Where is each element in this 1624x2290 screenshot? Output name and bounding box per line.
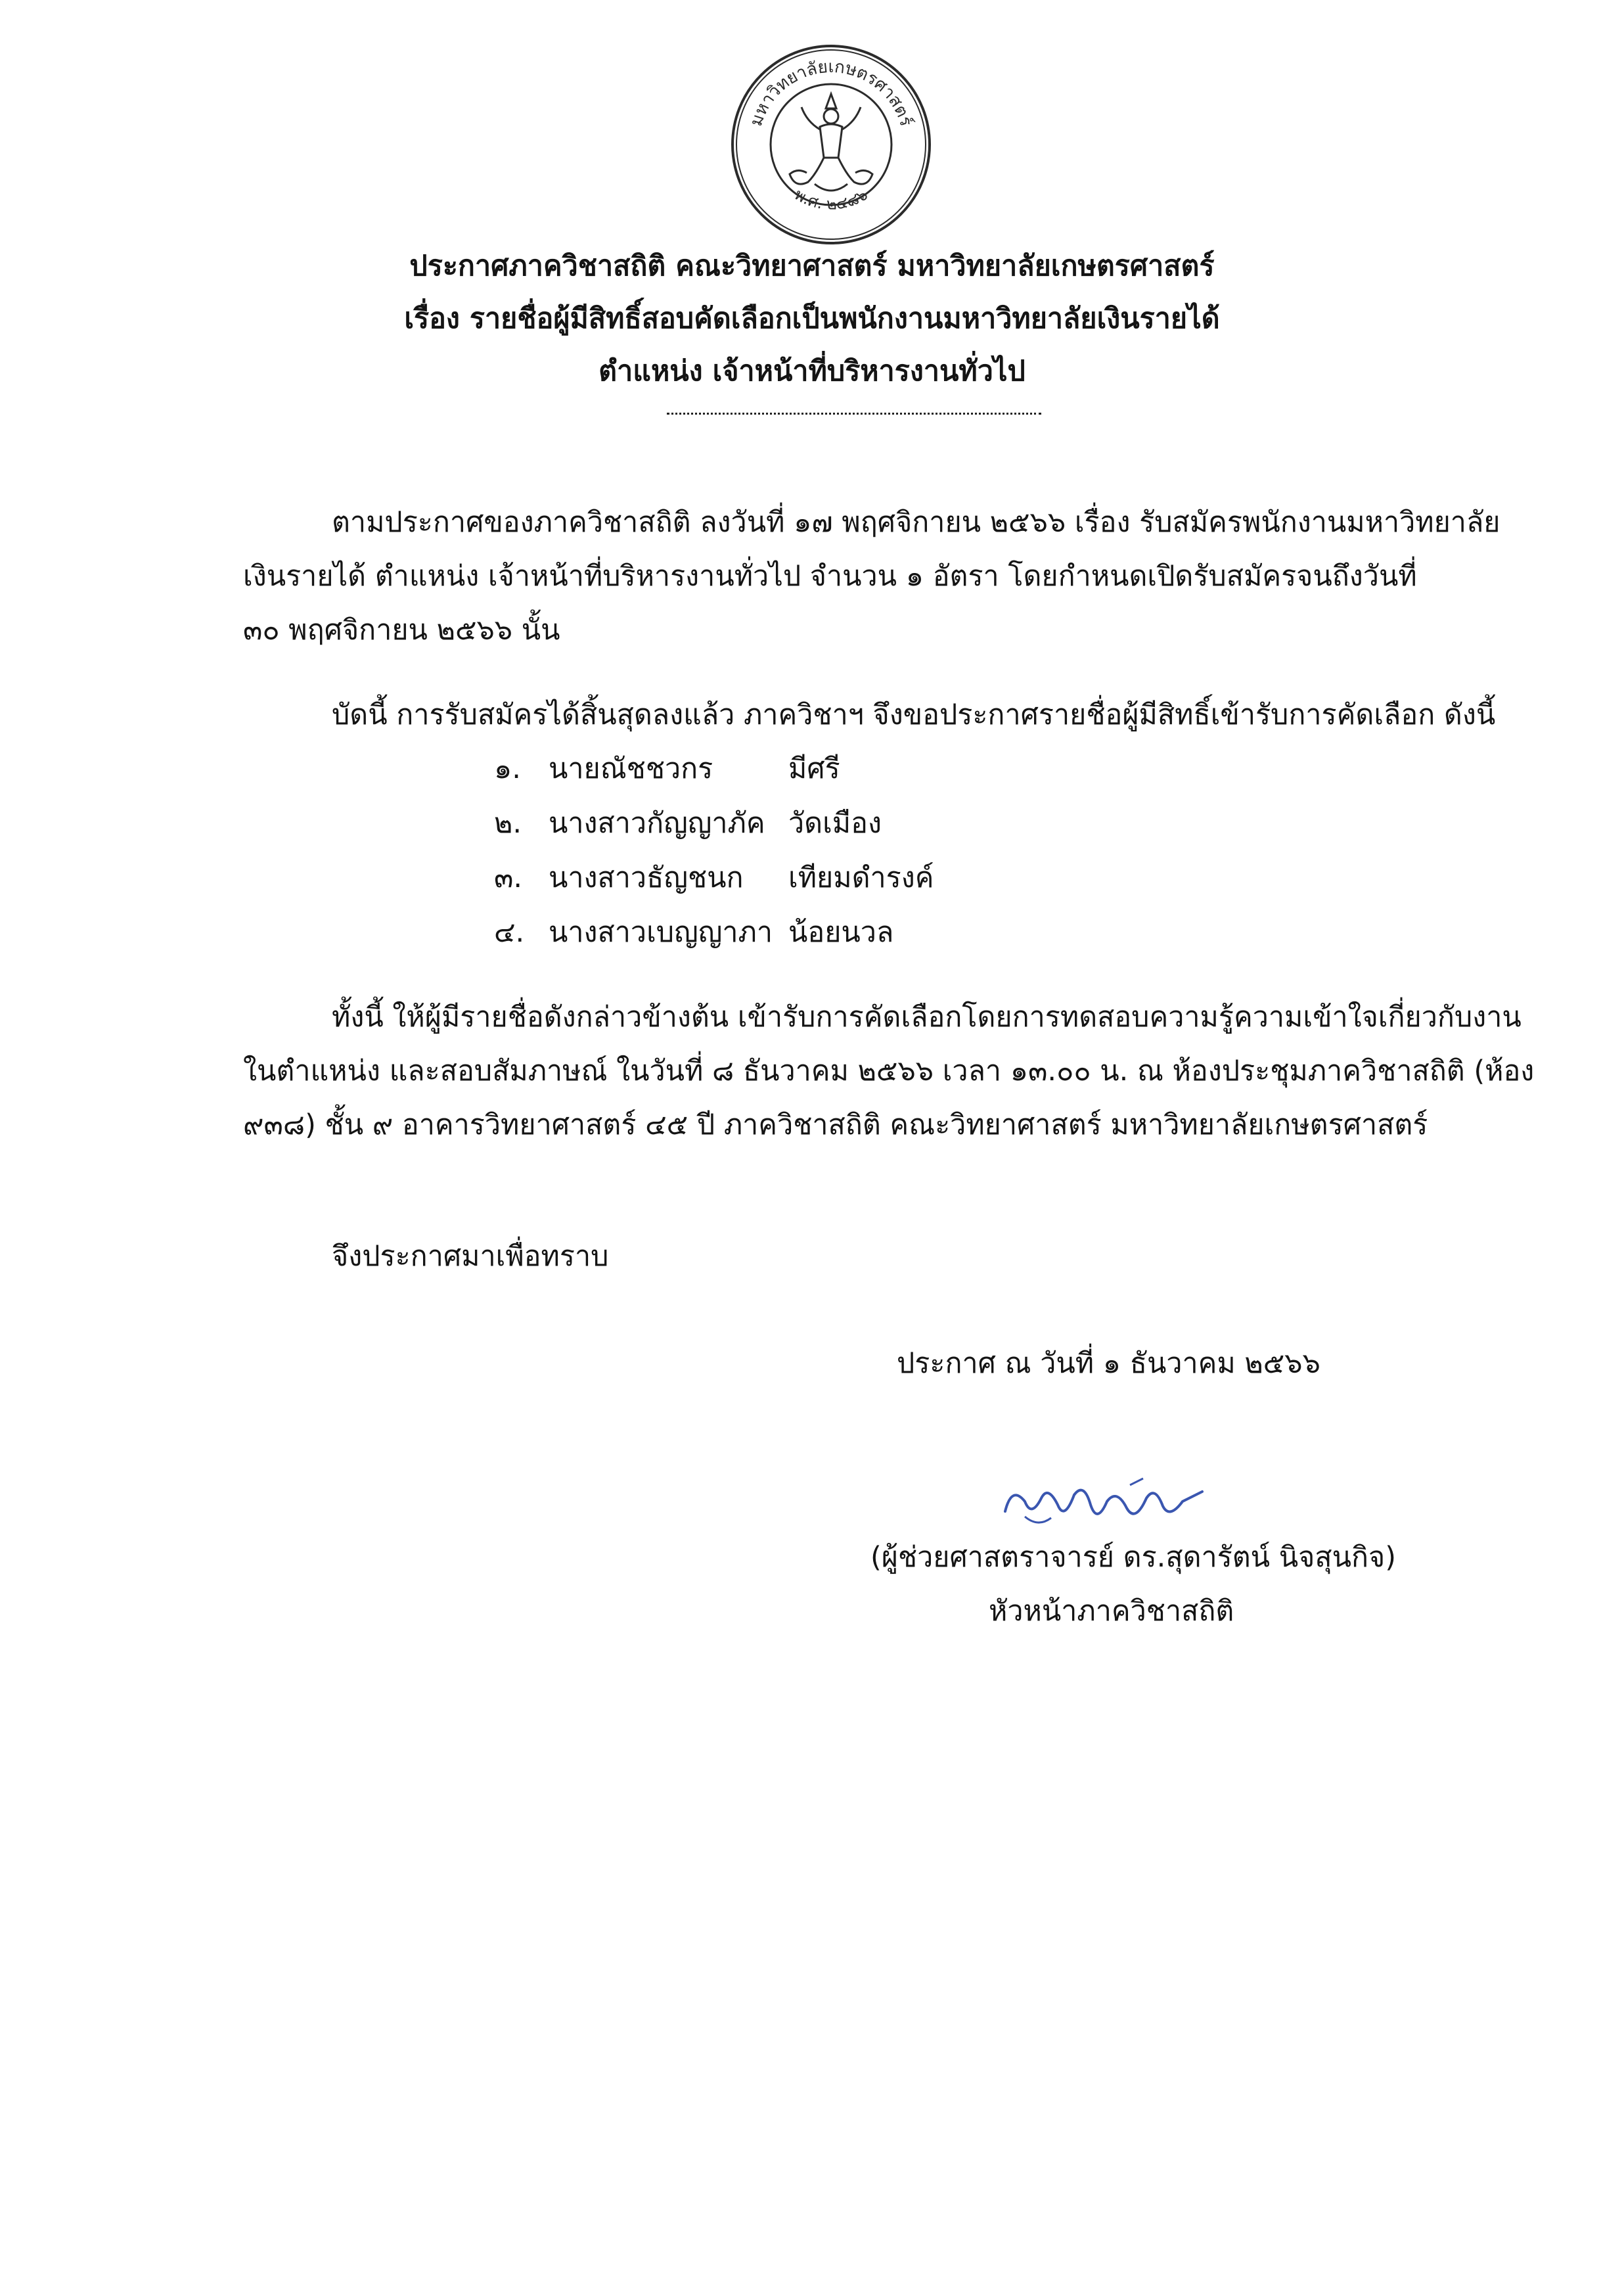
seal-text-top: มหาวิทยาลัยเกษตรศาสตร์ [746, 57, 916, 129]
para3-line-3: ๙๓๘) ชั้น ๙ อาคารวิทยาศาสตร์ ๔๕ ปี ภาควิชาสถิติ คณะวิทยาศาสตร์ มหาวิทยาลัยเกษตรศาสตร์ [243, 1109, 1428, 1141]
candidate-first-name: นางสาวเบญญาภา [549, 916, 773, 949]
para3-line-1: ทั้งนี้ ให้ผู้มีรายชื่อดังกล่าวข้างต้น เข้ารับการคัดเลือกโดยการทดสอบความรู้ความเข้าใจเกี่ยวกับงาน [332, 1001, 1522, 1034]
svg-text:พ.ศ. ๒๔๘๖ [791, 185, 870, 214]
closing-text: จึงประกาศมาเพื่อทราบ [332, 1240, 609, 1273]
candidate-last-name: น้อยนวล [788, 916, 894, 949]
candidate-number: ๑. [494, 752, 521, 785]
para1-line-1: ตามประกาศของภาควิชาสถิติ ลงวันที่ ๑๗ พฤศจิกายน ๒๕๖๖ เรื่อง รับสมัครพนักงานมหาวิทยาลัย [332, 506, 1500, 539]
announcement-date: ประกาศ ณ วันที่ ๑ ธันวาคม ๒๕๖๖ [897, 1347, 1320, 1380]
signer-name: (ผู้ช่วยศาสตราจารย์ ดร.สุดารัตน์ นิจสุนกิจ) [870, 1541, 1396, 1574]
signer-position: หัวหน้าภาควิชาสถิติ [989, 1595, 1234, 1628]
candidate-first-name: นางสาวกัญญาภัค [549, 807, 765, 840]
candidate-last-name: วัดเมือง [788, 807, 882, 840]
seal-text-bottom: พ.ศ. ๒๔๘๖ [791, 185, 871, 214]
header-line-2: เรื่อง รายชื่อผู้มีสิทธิ์สอบคัดเลือกเป็นพนักงานมหาวิทยาลัยเงินรายได้ [404, 302, 1220, 335]
candidate-number: ๓. [494, 861, 523, 894]
header-line-3: ตำแหน่ง เจ้าหน้าที่บริหารงานทั่วไป [598, 355, 1026, 388]
candidate-first-name: นางสาวธัญชนก [549, 861, 744, 894]
para3-line-2: ในตำแหน่ง และสอบสัมภาษณ์ ในวันที่ ๘ ธันวาคม ๒๕๖๖ เวลา ๑๓.๐๐ น. ณ ห้องประชุมภาควิชาสถิติ (ห้อง [243, 1055, 1535, 1088]
candidate-first-name: นายณัชชวกร [549, 752, 713, 785]
university-seal-icon [729, 43, 933, 246]
header-divider [667, 413, 1041, 415]
para2: บัดนี้ การรับสมัครได้สิ้นสุดลงแล้ว ภาควิชาฯ จึงขอประกาศรายชื่อผู้มีสิทธิ์เข้ารับการคัดเลือก ดังนี้ [332, 698, 1496, 731]
candidate-number: ๒. [494, 807, 522, 840]
candidate-last-name: เทียมดำรงค์ [788, 861, 934, 894]
para1-line-3: ๓๐ พฤศจิกายน ๒๕๖๖ นั้น [243, 614, 560, 647]
para1-line-2: เงินรายได้ ตำแหน่ง เจ้าหน้าที่บริหารงานทั่วไป จำนวน ๑ อัตรา โดยกำหนดเปิดรับสมัครจนถึงวันที่ [243, 560, 1417, 593]
header-line-1: ประกาศภาควิชาสถิติ คณะวิทยาศาสตร์ มหาวิทยาลัยเกษตรศาสตร์ [409, 250, 1215, 283]
candidate-number: ๔. [494, 916, 525, 949]
candidate-last-name: มีศรี [788, 752, 840, 785]
signature [985, 1465, 1235, 1538]
